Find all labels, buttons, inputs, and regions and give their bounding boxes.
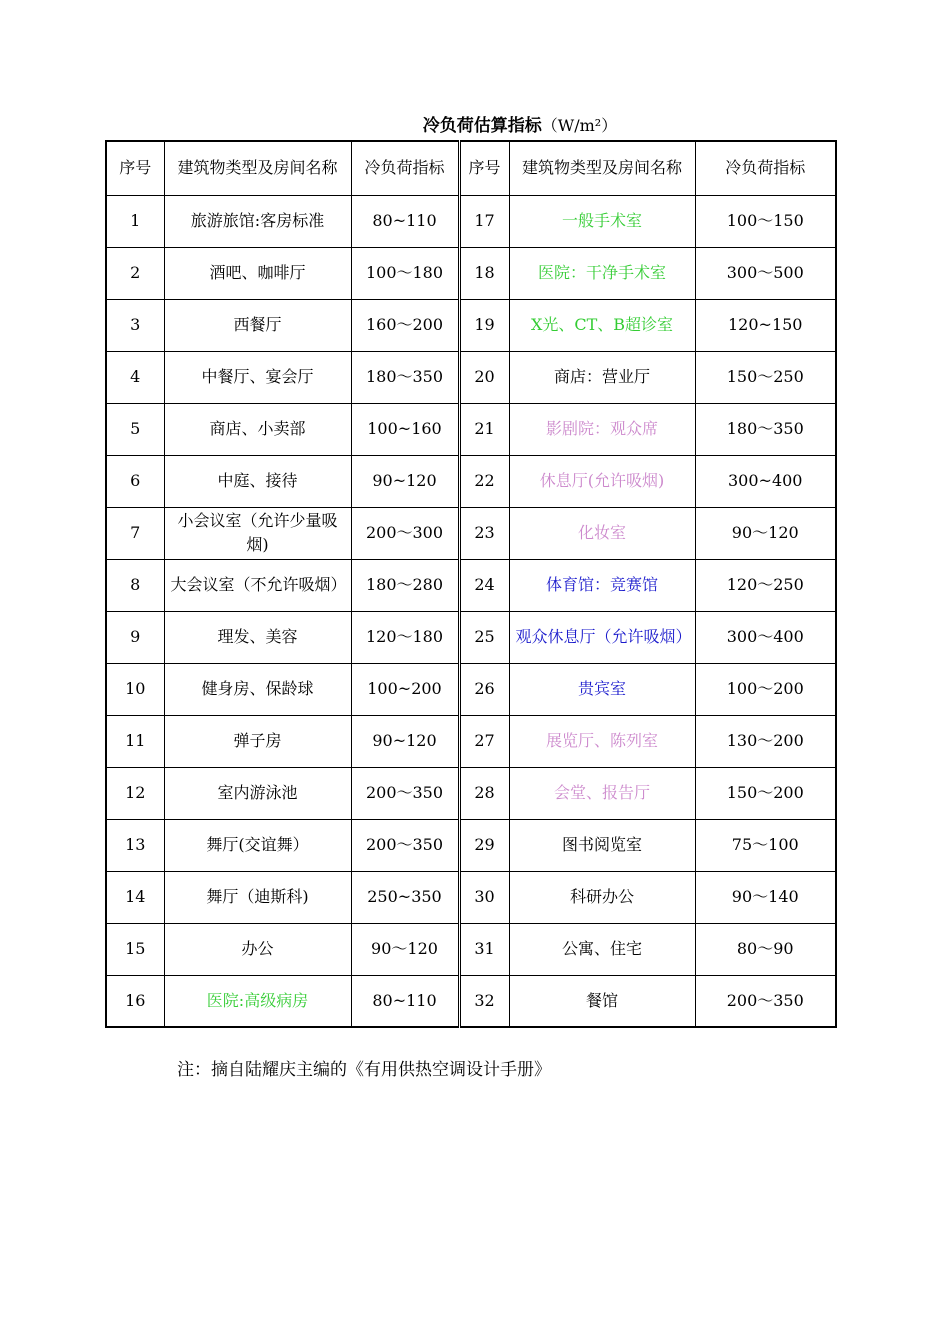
cell-no-right: 21 — [459, 403, 509, 455]
cell-load-right: 130～200 — [695, 715, 836, 767]
cell-no-left: 13 — [106, 819, 164, 871]
cell-no-right: 20 — [459, 351, 509, 403]
cell-no-right: 32 — [459, 975, 509, 1027]
cell-load-right: 180～350 — [695, 403, 836, 455]
table-row — [106, 871, 836, 923]
cell-load-left: 100～180 — [351, 247, 459, 299]
cell-name-left: 办公 — [164, 923, 351, 975]
cell-load-left: 180～350 — [351, 351, 459, 403]
cell-load-left: 180～280 — [351, 559, 459, 611]
cell-no-right: 30 — [459, 871, 509, 923]
cell-load-left: 200～300 — [351, 507, 459, 559]
table-row — [106, 507, 836, 559]
header-no-right: 序号 — [459, 141, 509, 195]
cell-no-left: 3 — [106, 299, 164, 351]
cell-no-right: 31 — [459, 923, 509, 975]
cell-no-right: 26 — [459, 663, 509, 715]
cell-load-right: 90～140 — [695, 871, 836, 923]
table-row — [106, 715, 836, 767]
cell-load-left: 90~120 — [351, 455, 459, 507]
cell-name-right: 图书阅览室 — [509, 819, 695, 871]
cell-load-left: 200～350 — [351, 767, 459, 819]
cell-load-left: 90~120 — [351, 715, 459, 767]
source-note: 注：摘自陆耀庆主编的《有用供热空调设计手册》 — [177, 1060, 551, 1080]
header-type-right: 建筑物类型及房间名称 — [509, 141, 695, 195]
table-row — [106, 455, 836, 507]
cell-name-right: X光、CT、B超诊室 — [509, 299, 695, 351]
cell-load-left: 100~200 — [351, 663, 459, 715]
cell-no-left: 2 — [106, 247, 164, 299]
cell-load-right: 80～90 — [695, 923, 836, 975]
cell-name-left: 舞厅(交谊舞） — [164, 819, 351, 871]
cell-load-right: 300~400 — [695, 455, 836, 507]
cell-load-right: 300～400 — [695, 611, 836, 663]
cell-no-left: 10 — [106, 663, 164, 715]
cell-name-left: 旅游旅馆:客房标准 — [164, 195, 351, 247]
cell-no-left: 7 — [106, 507, 164, 559]
cell-no-right: 24 — [459, 559, 509, 611]
cell-no-right: 28 — [459, 767, 509, 819]
cell-load-left: 200～350 — [351, 819, 459, 871]
cell-load-right: 100～200 — [695, 663, 836, 715]
cell-name-right: 休息厅(允许吸烟) — [509, 455, 695, 507]
cell-name-left: 小会议室（允许少量吸烟) — [164, 507, 351, 559]
cell-name-right: 会堂、报告厅 — [509, 767, 695, 819]
cell-name-left: 中餐厅、宴会厅 — [164, 351, 351, 403]
cell-no-left: 8 — [106, 559, 164, 611]
cell-name-right: 餐馆 — [509, 975, 695, 1027]
table-row — [106, 195, 836, 247]
header-type-left: 建筑物类型及房间名称 — [164, 141, 351, 195]
table-title-unit: （W/m²） — [541, 116, 618, 135]
cell-no-left: 4 — [106, 351, 164, 403]
cooling-load-table — [105, 140, 837, 1028]
cell-no-left: 5 — [106, 403, 164, 455]
cell-name-left: 中庭、接待 — [164, 455, 351, 507]
table-row — [106, 559, 836, 611]
cell-load-right: 90～120 — [695, 507, 836, 559]
table-body — [106, 141, 836, 1027]
cell-name-left: 商店、小卖部 — [164, 403, 351, 455]
cell-name-right: 贵宾室 — [509, 663, 695, 715]
table-row — [106, 403, 836, 455]
table-row — [106, 923, 836, 975]
cell-name-right: 展览厅、陈列室 — [509, 715, 695, 767]
cell-name-left: 舞厅（迪斯科) — [164, 871, 351, 923]
cell-no-right: 18 — [459, 247, 509, 299]
cell-no-right: 27 — [459, 715, 509, 767]
cell-no-right: 23 — [459, 507, 509, 559]
load-table-container — [105, 140, 837, 1028]
table-row — [106, 351, 836, 403]
cell-name-left: 室内游泳池 — [164, 767, 351, 819]
cell-no-left: 11 — [106, 715, 164, 767]
cell-name-right: 观众休息厅（允许吸烟） — [509, 611, 695, 663]
cell-no-right: 22 — [459, 455, 509, 507]
table-row — [106, 247, 836, 299]
header-row — [106, 141, 836, 195]
cell-load-right: 150～250 — [695, 351, 836, 403]
cell-name-left: 弹子房 — [164, 715, 351, 767]
cell-no-right: 29 — [459, 819, 509, 871]
cell-no-left: 12 — [106, 767, 164, 819]
cell-load-left: 120～180 — [351, 611, 459, 663]
cell-no-left: 1 — [106, 195, 164, 247]
cell-load-right: 120~150 — [695, 299, 836, 351]
cell-no-left: 15 — [106, 923, 164, 975]
cell-load-left: 80~110 — [351, 195, 459, 247]
cell-name-left: 西餐厅 — [164, 299, 351, 351]
cell-load-left: 160～200 — [351, 299, 459, 351]
cell-name-right: 医院：干净手术室 — [509, 247, 695, 299]
table-row — [106, 663, 836, 715]
cell-load-right: 150～200 — [695, 767, 836, 819]
cell-no-left: 14 — [106, 871, 164, 923]
cell-no-right: 25 — [459, 611, 509, 663]
cell-name-right: 影剧院：观众席 — [509, 403, 695, 455]
table-row — [106, 975, 836, 1027]
cell-name-left: 大会议室（不允许吸烟） — [164, 559, 351, 611]
cell-load-left: 80~110 — [351, 975, 459, 1027]
cell-name-left: 理发、美容 — [164, 611, 351, 663]
table-row — [106, 819, 836, 871]
table-row — [106, 767, 836, 819]
cell-no-right: 17 — [459, 195, 509, 247]
cell-load-right: 75～100 — [695, 819, 836, 871]
table-title — [360, 114, 680, 138]
cell-name-right: 体育馆：竞赛馆 — [509, 559, 695, 611]
cell-name-right: 化妆室 — [509, 507, 695, 559]
cell-load-right: 120～250 — [695, 559, 836, 611]
cell-load-left: 100~160 — [351, 403, 459, 455]
cell-no-left: 16 — [106, 975, 164, 1027]
cell-name-left: 酒吧、咖啡厅 — [164, 247, 351, 299]
cell-name-left: 健身房、保龄球 — [164, 663, 351, 715]
table-row — [106, 299, 836, 351]
cell-name-left: 医院:高级病房 — [164, 975, 351, 1027]
header-load-right: 冷负荷指标 — [695, 141, 836, 195]
table-row — [106, 611, 836, 663]
header-no-left: 序号 — [106, 141, 164, 195]
cell-name-right: 科研办公 — [509, 871, 695, 923]
cell-name-right: 一般手术室 — [509, 195, 695, 247]
cell-no-right: 19 — [459, 299, 509, 351]
cell-load-right: 300～500 — [695, 247, 836, 299]
table-title-text: 冷负荷估算指标 — [422, 116, 542, 136]
cell-name-right: 公寓、住宅 — [509, 923, 695, 975]
cell-load-left: 250~350 — [351, 871, 459, 923]
cell-name-right: 商店：营业厅 — [509, 351, 695, 403]
header-load-left: 冷负荷指标 — [351, 141, 459, 195]
cell-load-left: 90～120 — [351, 923, 459, 975]
cell-load-right: 200～350 — [695, 975, 836, 1027]
cell-no-left: 6 — [106, 455, 164, 507]
cell-no-left: 9 — [106, 611, 164, 663]
cell-load-right: 100～150 — [695, 195, 836, 247]
